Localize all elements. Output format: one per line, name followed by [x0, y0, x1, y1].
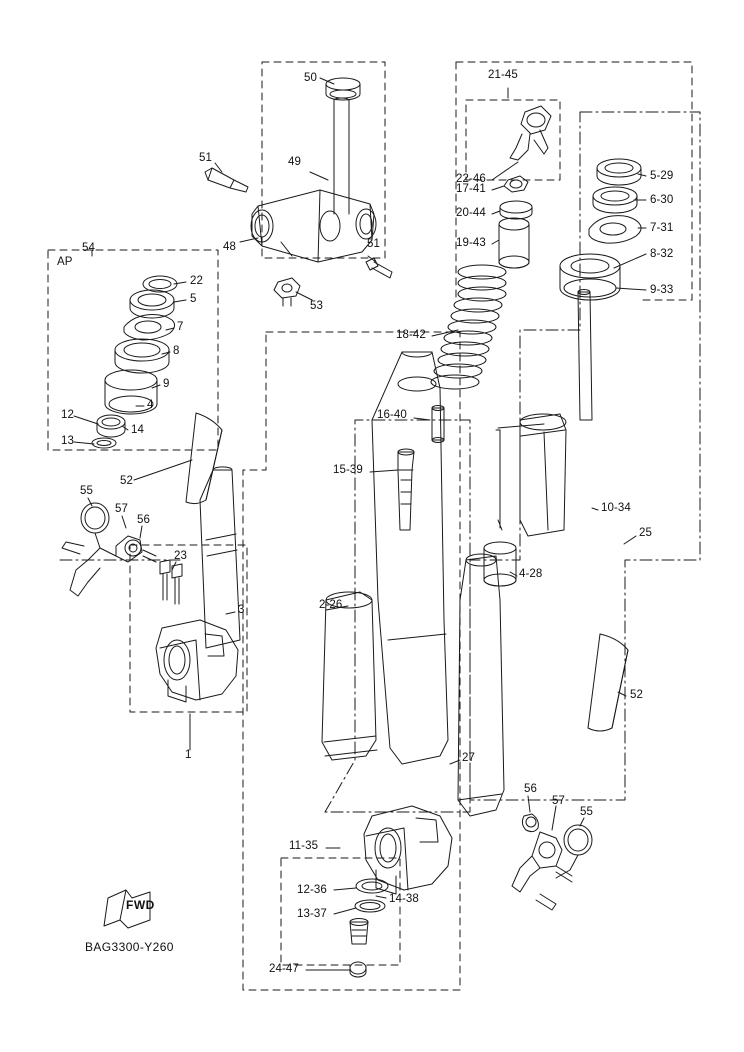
callout-label: 53 — [310, 300, 323, 312]
callout-label: 24-47 — [269, 963, 299, 975]
callout-label: 8 — [173, 345, 180, 357]
callout-label: 48 — [223, 241, 236, 253]
callout-label: 13 — [61, 435, 74, 447]
callout-label: 10-34 — [601, 502, 631, 514]
callout-label: 9 — [163, 378, 170, 390]
callout-label: 4 — [147, 399, 154, 411]
diagram-part-code: BAG3300-Y260 — [85, 940, 174, 954]
callout-label: 22 — [190, 275, 203, 287]
callout-label: 27 — [462, 752, 475, 764]
callout-label: 57 — [552, 795, 565, 807]
callout-label: 12 — [61, 409, 74, 421]
callout-label: 50 — [304, 72, 317, 84]
callout-label: 54 — [82, 242, 95, 254]
callout-label: 17-41 — [456, 183, 486, 195]
callout-label: 55 — [580, 806, 593, 818]
callout-label: 4-28 — [519, 568, 543, 580]
callout-label: 56 — [137, 514, 150, 526]
callout-label: 15-39 — [333, 464, 363, 476]
callout-label: 56 — [524, 783, 537, 795]
callout-label: 23 — [174, 550, 187, 562]
callout-label: 5-29 — [650, 170, 674, 182]
callout-label: 55 — [80, 485, 93, 497]
group-label-ap: AP — [57, 256, 73, 268]
callout-label: 5 — [190, 293, 197, 305]
callout-label: 11-35 — [289, 840, 319, 852]
callout-label: 14 — [131, 424, 144, 436]
callout-label: 52 — [120, 475, 133, 487]
callout-label: 3 — [238, 604, 245, 616]
fwd-direction-label: FWD — [126, 898, 155, 912]
callout-label: 13-37 — [297, 908, 327, 920]
callout-label: 7 — [177, 321, 184, 333]
callout-label: 57 — [115, 503, 128, 515]
callout-label: 1 — [185, 749, 192, 761]
callout-label: 18-42 — [396, 329, 426, 341]
callout-label: 19-43 — [456, 237, 486, 249]
callout-label: 8-32 — [650, 248, 674, 260]
callout-label: 25 — [639, 527, 652, 539]
callout-label: 52 — [630, 689, 643, 701]
callout-label: 7-31 — [650, 222, 674, 234]
callout-label: 12-36 — [297, 884, 327, 896]
callout-label: 9-33 — [650, 284, 674, 296]
callout-label: 51 — [367, 238, 380, 250]
callout-label: 20-44 — [456, 207, 486, 219]
callout-label: 51 — [199, 152, 212, 164]
callout-label: 14-38 — [389, 893, 419, 905]
callout-label: 22-46 — [456, 173, 486, 185]
callout-label: 16-40 — [377, 409, 407, 421]
callout-label: 6-30 — [650, 194, 674, 206]
callout-label: 49 — [288, 156, 301, 168]
callout-label: 2-26 — [319, 599, 343, 611]
callout-label: 21-45 — [488, 69, 518, 81]
